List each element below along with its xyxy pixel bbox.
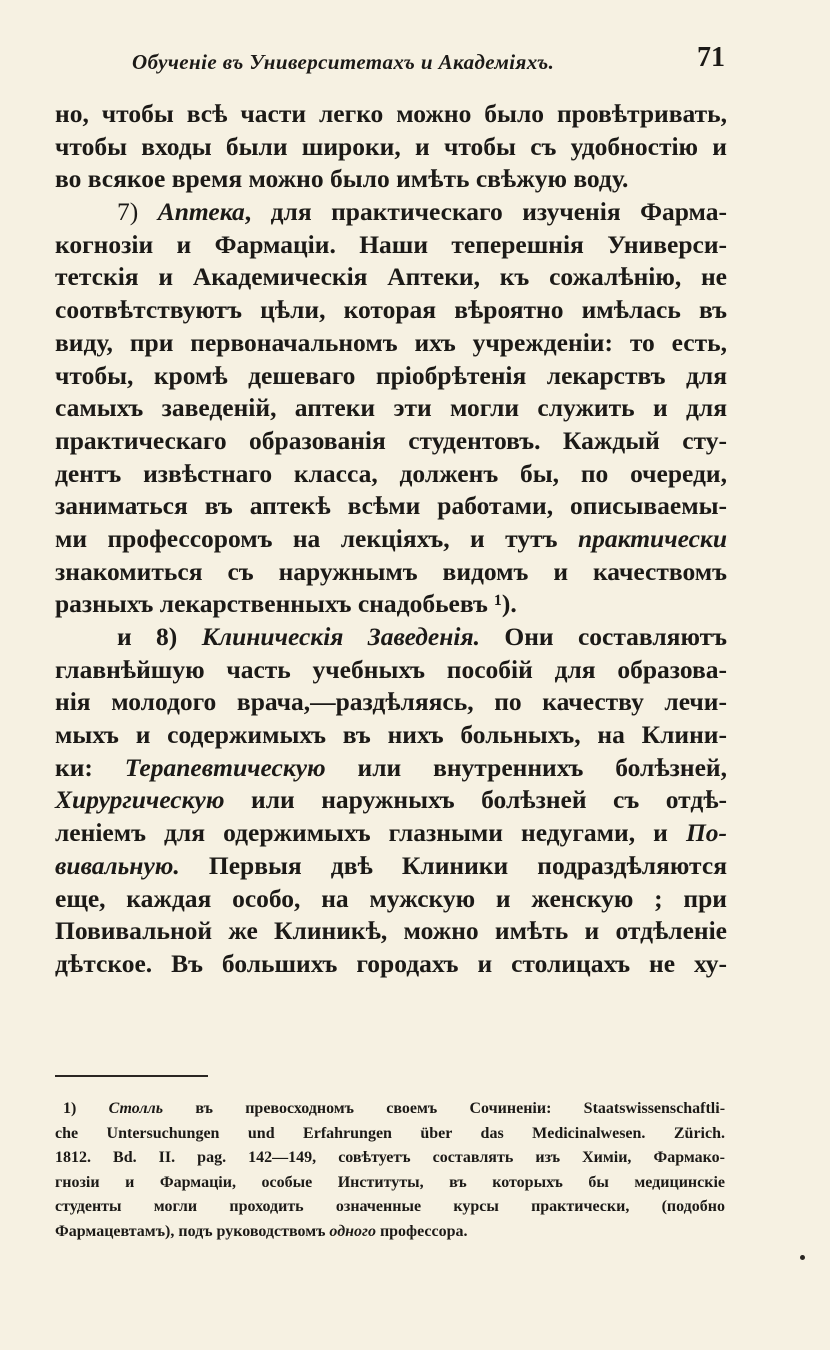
text-line: заниматься въ аптекѣ всѣми работами, описываемы- — [55, 491, 727, 521]
text-span: ми профессоромъ на лекціяхъ, и тутъ — [55, 523, 558, 553]
emphasis-term: одного — [329, 1222, 376, 1240]
text-line: еще, каждая особо, на мужскую и женскую ; при — [55, 883, 727, 913]
footnote-number: 1) — [63, 1100, 77, 1117]
text-line — [55, 817, 727, 850]
text-line — [55, 784, 727, 817]
footnote-line: гнозіи и Фармаціи, особые Институты, въ которыхъ бы медицинскіе — [55, 1173, 725, 1191]
text-line: разныхъ лекарственныхъ снадобьевъ ¹). — [55, 589, 517, 619]
text-line: дѣтское. Въ большихъ городахъ и столицахъ не ху- — [55, 948, 727, 978]
text-line: но, чтобы всѣ части легко можно было провѣтривать, — [55, 99, 727, 128]
footnote-line — [55, 1097, 725, 1122]
footnote-line: 1812. Bd. II. pag. 142—149, совѣтуетъ составлять изъ Химіи, Фармако- — [55, 1149, 725, 1166]
text-line: дентъ извѣстнаго класса, долженъ бы, по очереди, — [55, 458, 727, 488]
footnote-divider — [55, 1075, 208, 1077]
main-text — [55, 98, 727, 981]
emphasis-term: Терапевтическую — [124, 752, 326, 782]
text-line: самыхъ заведеній, аптеки эти могли служить и для — [55, 393, 727, 423]
section-number: 7) — [117, 197, 139, 227]
section-term: Клиническія Заведенія. — [201, 622, 480, 651]
page-header — [0, 40, 830, 80]
emphasis-term: практически — [577, 523, 728, 553]
emphasis-term: По- — [685, 818, 728, 848]
text-span: профессора. — [379, 1222, 468, 1240]
text-line: во всякое время можно было имѣть свѣжую воду. — [55, 164, 629, 194]
text-line: главнѣйшую часть учебныхъ пособій для образова- — [55, 654, 727, 684]
emphasis-term: Хирургическую — [55, 785, 225, 815]
text-line: когнозіи и Фармаціи. Наши теперешнія Универси- — [55, 229, 727, 259]
footnote-line: che Untersuchungen und Erfahrungen über das Medicinalwesen. Zürich. — [55, 1124, 725, 1142]
text-line: Повивальной же Клиникѣ, можно имѣть и отдѣленіе — [55, 916, 727, 946]
text-line — [55, 752, 727, 785]
running-title: Обученіе въ Университетахъ и Академіяхъ. — [132, 50, 555, 74]
text-span: въ превосходномъ своемъ Сочиненіи: Staatswissenschaftli- — [195, 1100, 726, 1117]
text-line: мыхъ и содержимыхъ въ нихъ больныхъ, на Клини- — [55, 720, 727, 750]
ink-speck — [800, 1255, 805, 1260]
section-term: Аптека — [157, 197, 245, 227]
text-span: Первыя двѣ Клиники подраздѣляются — [208, 850, 727, 880]
author-name: Столль — [108, 1100, 164, 1117]
text-line — [55, 850, 727, 883]
text-line — [55, 523, 727, 556]
text-span: или внутреннихъ болѣзней, — [357, 752, 727, 782]
emphasis-term: вивальную. — [55, 850, 180, 880]
text-line: знакомиться съ наружнымъ видомъ и качествомъ — [55, 556, 727, 586]
text-span: ки: — [55, 752, 93, 782]
footnote-line — [55, 1220, 725, 1245]
text-line — [55, 621, 727, 654]
section-number: и 8) — [117, 622, 178, 651]
footnote — [55, 1097, 725, 1244]
footnote-line: студенты могли проходить означенные курсы практически, (подобно — [55, 1198, 725, 1215]
text-span: Фармацевтамъ), подъ руководствомъ — [55, 1222, 326, 1240]
text-line: соотвѣтствуютъ цѣли, которая вѣроятно имѣлась въ — [55, 295, 727, 325]
text-line: чтобы, кромѣ дешеваго пріобрѣтенія лекарствъ для — [55, 360, 727, 390]
text-line: виду, при первоначальномъ ихъ учрежденіи: то есть, — [55, 327, 727, 357]
text-span: Они составляютъ — [504, 622, 728, 651]
text-line: нія молодого врача,—раздѣляясь, по качеству лечи- — [55, 687, 727, 717]
page-number: 71 — [697, 42, 725, 73]
text-line — [55, 196, 727, 229]
text-line: чтобы входы были широки, и чтобы съ удобностію и — [55, 131, 727, 161]
text-span: леніемъ для одержимыхъ глазными недугами, и — [55, 818, 668, 848]
text-span: , для практическаго изученія Фарма- — [244, 197, 727, 227]
text-line: практическаго образованія студентовъ. Каждый сту- — [55, 425, 727, 455]
text-span: или наружныхъ болѣзней съ отдѣ- — [251, 785, 728, 815]
text-line: тетскія и Академическія Аптеки, къ сожалѣнію, не — [55, 262, 727, 292]
